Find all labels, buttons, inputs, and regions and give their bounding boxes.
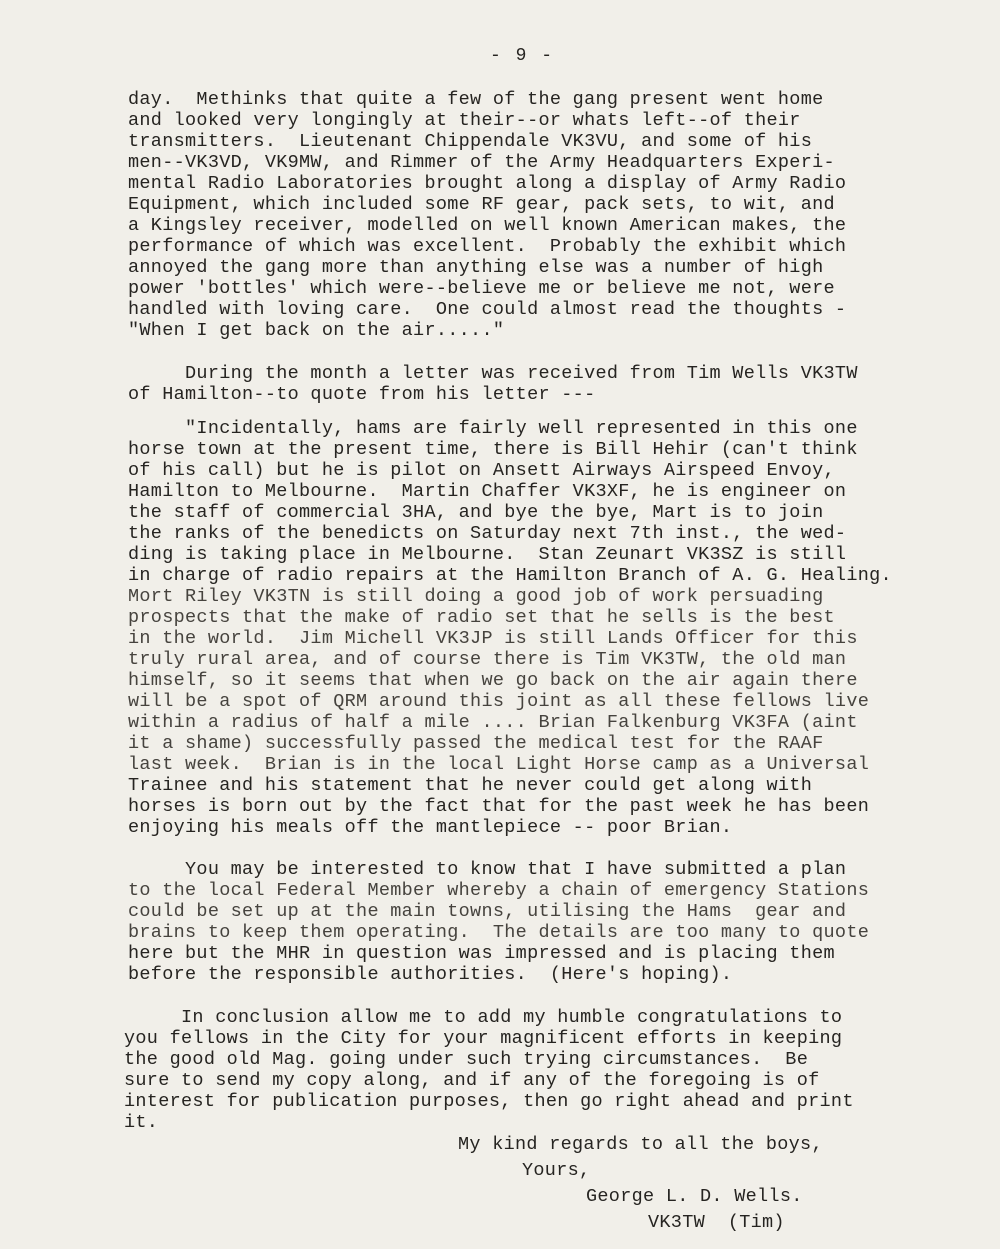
text-line: within a radius of half a mile .... Brian Falkenburg VK3FA (aint	[128, 712, 858, 733]
text-line: could be set up at the main towns, utilising the Hams gear and	[128, 901, 847, 922]
text-line: ding is taking place in Melbourne. Stan Zeunart VK3SZ is still	[128, 544, 847, 565]
text-line: In conclusion allow me to add my humble congratulations to	[124, 1007, 843, 1028]
text-line: himself, so it seems that when we go back on the air again there	[128, 670, 858, 691]
text-line: During the month a letter was received from Tim Wells VK3TW	[128, 363, 858, 384]
text-line: You may be interested to know that I have submitted a plan	[128, 859, 847, 880]
text-line: men--VK3VD, VK9MW, and Rimmer of the Army Headquarters Experi-	[128, 152, 835, 173]
signature-callsign: VK3TW (Tim)	[648, 1212, 785, 1233]
text-line: horses is born out by the fact that for the past week he has been	[128, 796, 870, 817]
text-line: here but the MHR in question was impressed and is placing them	[128, 943, 835, 964]
text-line: Mort Riley VK3TN is still doing a good job of work persuading	[128, 586, 824, 607]
text-line: mental Radio Laboratories brought along a display of Army Radio	[128, 173, 847, 194]
text-line: brains to keep them operating. The details are too many to quote	[128, 922, 870, 943]
text-line: horse town at the present time, there is Bill Hehir (can't think	[128, 439, 858, 460]
closing-regards: My kind regards to all the boys,	[458, 1134, 823, 1155]
text-line: day. Methinks that quite a few of the gang present went home	[128, 89, 824, 110]
text-line: before the responsible authorities. (Here's hoping).	[128, 964, 733, 985]
text-line: truly rural area, and of course there is Tim VK3TW, the old man	[128, 649, 847, 670]
text-line: prospects that the make of radio set that he sells is the best	[128, 607, 835, 628]
text-line: of Hamilton--to quote from his letter ---	[128, 384, 596, 405]
text-line: the good old Mag. going under such trying circumstances. Be	[124, 1049, 809, 1070]
text-line: Equipment, which included some RF gear, pack sets, to wit, and	[128, 194, 835, 215]
text-line: of his call) but he is pilot on Ansett Airways Airspeed Envoy,	[128, 460, 835, 481]
text-line: performance of which was excellent. Probably the exhibit which	[128, 236, 847, 257]
text-line: "Incidentally, hams are fairly well represented in this one	[128, 418, 858, 439]
text-line: the ranks of the benedicts on Saturday next 7th inst., the wed-	[128, 523, 847, 544]
text-line: power 'bottles' which were--believe me or believe me not, were	[128, 278, 835, 299]
text-line: in charge of radio repairs at the Hamilton Branch of A. G. Healing.	[128, 565, 892, 586]
text-line: interest for publication purposes, then go right ahead and print	[124, 1091, 854, 1112]
text-line: the staff of commercial 3HA, and bye the bye, Mart is to join	[128, 502, 824, 523]
signature-name: George L. D. Wells.	[586, 1186, 803, 1207]
text-line: and looked very longingly at their--or whats left--of their	[128, 110, 801, 131]
closing-valediction: Yours,	[522, 1160, 591, 1181]
text-line: you fellows in the City for your magnificent efforts in keeping	[124, 1028, 843, 1049]
text-line: Trainee and his statement that he never could get along with	[128, 775, 813, 796]
text-line: it.	[124, 1112, 159, 1133]
text-line: handled with loving care. One could almost read the thoughts -	[128, 299, 847, 320]
text-line: sure to send my copy along, and if any of the foregoing is of	[124, 1070, 820, 1091]
text-line: annoyed the gang more than anything else was a number of high	[128, 257, 824, 278]
text-line: in the world. Jim Michell VK3JP is still Lands Officer for this	[128, 628, 858, 649]
text-line: enjoying his meals off the mantlepiece -- poor Brian.	[128, 817, 733, 838]
text-line: to the local Federal Member whereby a chain of emergency Stations	[128, 880, 870, 901]
text-line: a Kingsley receiver, modelled on well known American makes, the	[128, 215, 847, 236]
text-line: "When I get back on the air....."	[128, 320, 505, 341]
text-line: transmitters. Lieutenant Chippendale VK3VU, and some of his	[128, 131, 813, 152]
page-number: - 9 -	[490, 46, 555, 66]
text-line: Hamilton to Melbourne. Martin Chaffer VK3XF, he is engineer on	[128, 481, 847, 502]
text-line: last week. Brian is in the local Light Horse camp as a Universal	[128, 754, 870, 775]
text-line: it a shame) successfully passed the medical test for the RAAF	[128, 733, 824, 754]
text-line: will be a spot of QRM around this joint as all these fellows live	[128, 691, 870, 712]
